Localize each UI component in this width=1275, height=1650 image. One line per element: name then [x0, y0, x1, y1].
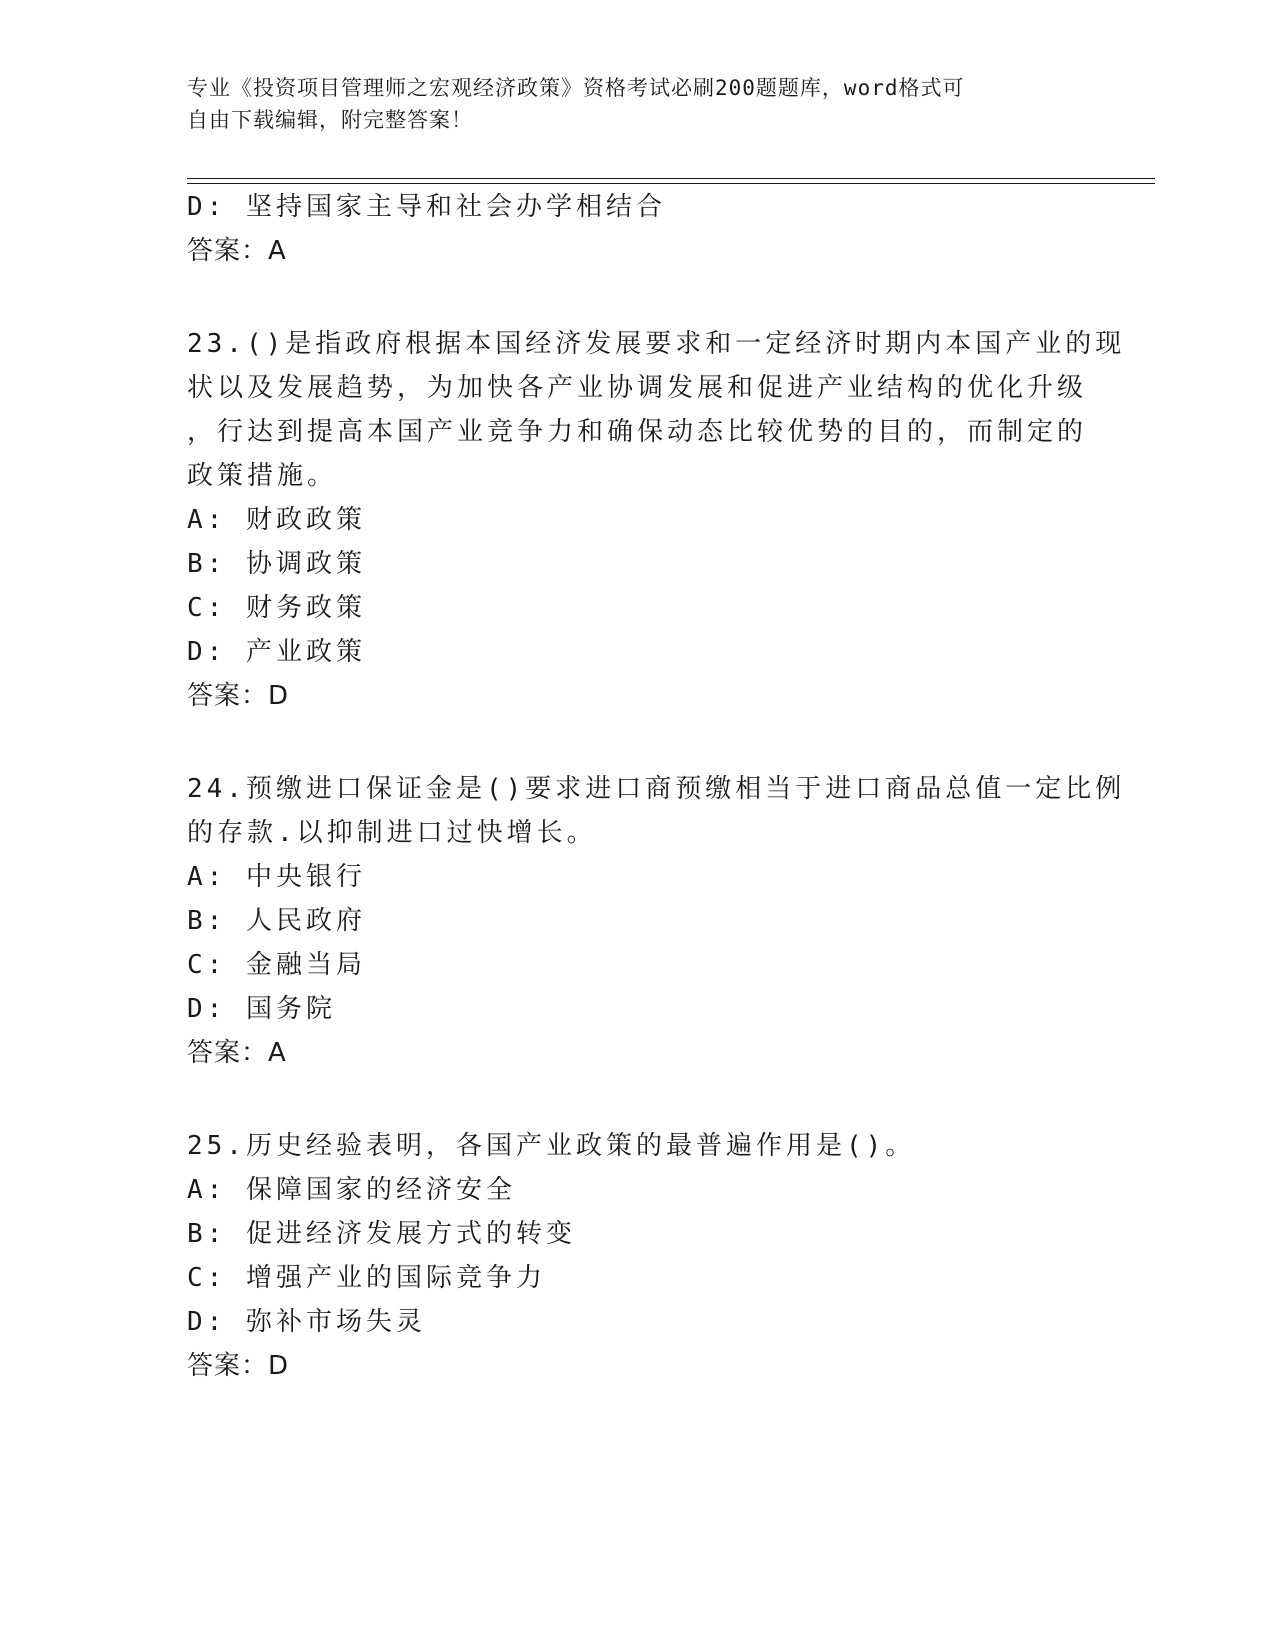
q24-stem-line-2: 的存款.以抑制进口过快增长。: [187, 818, 597, 848]
q23-answer: 答案：D: [187, 681, 290, 711]
header-line-1: 专业《投资项目管理师之宏观经济政策》资格考试必刷200题题库，word格式可: [187, 76, 965, 100]
q25-stem-line-1: 25.历史经验表明，各国产业政策的最普遍作用是()。: [187, 1131, 916, 1161]
q24-option-b: B: 人民政府: [187, 906, 366, 936]
q23-stem-line-1: 23.()是指政府根据本国经济发展要求和一定经济时期内本国产业的现: [187, 329, 1126, 359]
q23-stem-line-3: ，行达到提高本国产业竞争力和确保动态比较优势的目的，而制定的: [187, 417, 1088, 447]
page-header: [187, 72, 1067, 136]
q22-option-d: D: 坚持国家主导和社会办学相结合: [187, 192, 666, 222]
header-line-2: 自由下载编辑，附完整答案！: [187, 108, 473, 132]
q23-option-c: C: 财务政策: [187, 593, 366, 623]
header-divider-top: [187, 178, 1155, 179]
q25-option-a: A: 保障国家的经济安全: [187, 1175, 516, 1205]
q24-answer: 答案：A: [187, 1038, 287, 1068]
q23-stem-line-4: 政策措施。: [187, 461, 338, 491]
header-divider-bottom: [187, 183, 1155, 184]
q24-option-d: D: 国务院: [187, 994, 336, 1024]
q25-answer: 答案：D: [187, 1351, 290, 1381]
q24-option-c: C: 金融当局: [187, 950, 366, 980]
q23-option-d: D: 产业政策: [187, 637, 366, 667]
q25-option-b: B: 促进经济发展方式的转变: [187, 1219, 576, 1249]
q22-answer: 答案：A: [187, 236, 287, 266]
q24-stem-line-1: 24.预缴进口保证金是()要求进口商预缴相当于进口商品总值一定比例: [187, 774, 1126, 804]
q24-option-a: A: 中央银行: [187, 862, 366, 892]
q25-option-d: D: 弥补市场失灵: [187, 1307, 426, 1337]
q23-option-a: A: 财政政策: [187, 505, 366, 535]
q23-stem-line-2: 状以及发展趋势，为加快各产业协调发展和促进产业结构的优化升级: [187, 373, 1088, 403]
q23-option-b: B: 协调政策: [187, 549, 366, 579]
q25-option-c: C: 增强产业的国际竞争力: [187, 1263, 546, 1293]
